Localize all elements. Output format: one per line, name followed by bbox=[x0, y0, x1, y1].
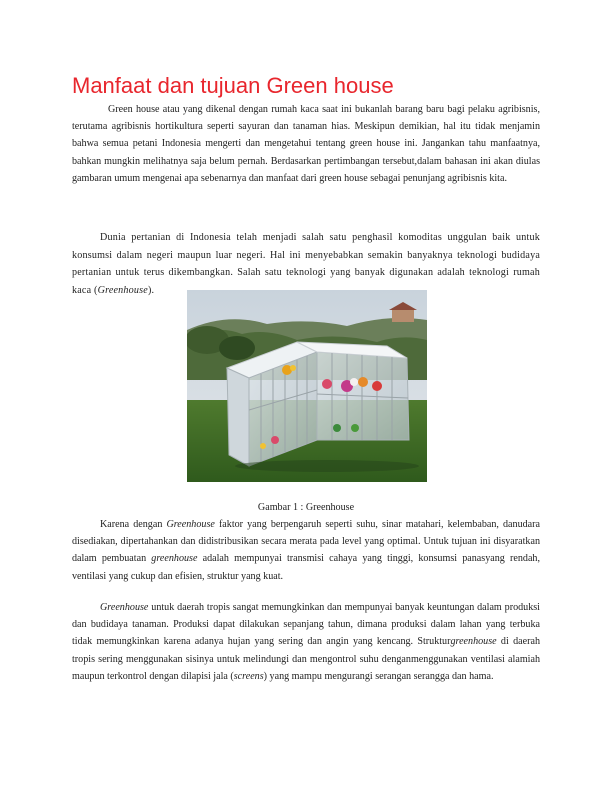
figure-caption: Gambar 1 : Greenhouse bbox=[257, 502, 355, 513]
paragraph-dunia-pertanian bbox=[72, 229, 540, 299]
paragraph-text: faktor yang berpengaruh seperti suhu, sinar matahari, kelembaban, danudara disediakan, dipertahankan dan didistribusikan secara merata pada level yang optimal. Untuk tujuan ini disyaratkan dalam pembuatan bbox=[72, 519, 540, 565]
italic-term: Greenhouse bbox=[97, 284, 148, 296]
intro-paragraph: Green house atau yang dikenal dengan rumah kaca saat ini bukanlah barang baru bagi pelaku agribisnis, terutama agribisnis hortikultura seperti sayuran dan tanaman hias. Meskipun demikian, hal itu tidak menjamin bahwa semua petani Indonesia mengerti dan mengetahui tentang green house ini. Jangankan tahu manfaatnya, bahkan mungkin melihatnya saja belum pernah. Berdasarkan pertimbangan tersebut,dalam bahasan ini akan diulas gambaran umum mengenai apa sebenarnya dan manfaat dari green house sebagai penunjang agribisnis kita. bbox=[72, 104, 540, 184]
italic-term: Greenhouse bbox=[166, 519, 215, 530]
italic-term: Greenhouse bbox=[100, 602, 149, 613]
paragraph-text: adalah mempunyai transmisi cahaya yang tinggi, konsumsi panasyang rendah, ventilasi yang cukup dan efisien, struktur yang kuat. bbox=[72, 553, 540, 582]
italic-term: greenhouse bbox=[450, 636, 497, 648]
paragraph-text: untuk daerah tropis sangat memungkinkan dan mempunyai banyak keuntungan dalam produksi dan budidaya tanaman. Produksi dapat dilakukan sepanjang tahun, dimana produksi dalam lahan yang terbuka tidak memungkinkan karena adanya hujan yang sering dan angin yang kencang. Struktur bbox=[72, 602, 540, 648]
italic-term: screens bbox=[233, 670, 264, 682]
paragraph-text: Karena dengan bbox=[100, 519, 167, 530]
paragraph-text: Dunia pertanian di Indonesia telah menjadi salah satu penghasil komoditas unggulan baik untuk konsumsi dalam negeri maupun luar negeri. Hal ini menyebabkan semakin banyaknya teknologi budidaya pertanian untuk terus dikembangkan. Salah satu teknologi yang banyak digunakan adalah teknologi rumah kaca ( bbox=[72, 232, 540, 296]
paragraph-karena bbox=[72, 516, 540, 585]
paragraph-text: ) yang mampu mengurangi serangan serangga dan hama. bbox=[263, 670, 494, 682]
greenhouse-photo bbox=[187, 290, 427, 482]
page-title: Manfaat dan tujuan Green house bbox=[72, 73, 394, 98]
paragraph-text: di daerah tropis sering menggunakan sisinya untuk melindungi dan mengontrol suhu denganmenggunakan ventilasi alamiah maupun terkontrol dengan dilapisi jala ( bbox=[72, 636, 540, 682]
paragraph-greenhouse-tropis bbox=[72, 599, 540, 685]
paragraph-text-end: ). bbox=[147, 284, 155, 296]
italic-term: greenhouse bbox=[151, 553, 198, 565]
